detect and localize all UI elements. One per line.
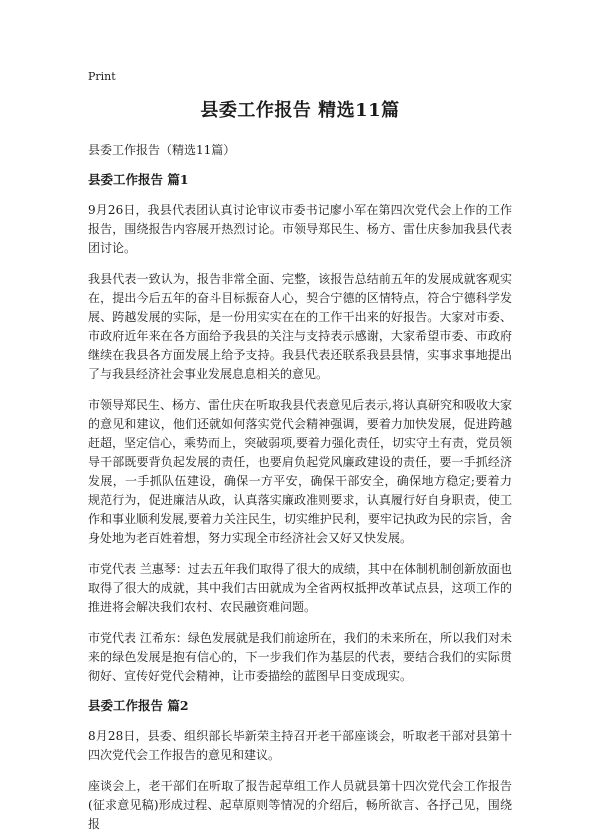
document-title: 县委工作报告 精选11篇	[200, 100, 400, 121]
paragraph: 市党代表 江希东：绿色发展就是我们前途所在，我们的未来所在，所以我们对未来的绿色发展是抱有信心的，下一步我们作为基层的代表，要结合我们的实际贯彻好、宣传好党代会精神，让市委描绘的蓝图早日变成现实。	[88, 631, 512, 683]
section-2	[88, 698, 512, 834]
paragraph: 我县代表一致认为，报告非常全面、完整，该报告总结前五年的发展成就客观实在，提出今后五年的奋斗目标振奋人心，契合宁德的区情特点，符合宁德科学发展、跨越发展的实际，是一份用实实在在的工作干出来的好报告。大家对市委、市政府近年来在各方面给予我县的关注与支持表示感谢，大家希望市委、市政府继续在我县各方面发展上给予支持。我县代表还联系我县县情，实事求事地提出了与我县经济社会事业发展息息相关的意见。	[88, 272, 512, 381]
section-1	[88, 172, 512, 686]
paragraph: 座谈会上，老干部们在听取了报告起草组工作人员就县第十四次党代会工作报告(征求意见稿)形成过程、起草原则等情况的介绍后，畅所欲言、各抒己见，围绕报	[88, 779, 512, 831]
section-heading: 县委工作报告 篇2	[88, 698, 189, 713]
paragraph: 8月28日，县委、组织部长毕新荣主持召开老干部座谈会，听取老干部对县第十四次党代会工作报告的意见和建议。	[88, 729, 512, 762]
paragraph: 市党代表 兰惠琴：过去五年我们取得了很大的成绩，其中在体制机制创新放面也取得了很大的成就，其中我们古田就成为全省两权抵押改革试点县，这项工作的推进将会解决我们农村、农民融资难问题。	[88, 562, 512, 614]
document-subtitle: 县委工作报告（精选11篇）	[88, 143, 236, 157]
print-label[interactable]: Print	[88, 70, 116, 83]
paragraph: 9月26日，我县代表团认真讨论审议市委书记廖小军在第四次党代会上作的工作报告，围绕报告内容展开热烈讨论。市领导郑民生、杨方、雷仕庆参加我县代表团讨论。	[88, 203, 512, 255]
paragraph: 市领导郑民生、杨方、雷仕庆在听取我县代表意见后表示,将认真研究和吸收大家的意见和建议，他们还就如何落实党代会精神强调，要着力加快发展，促进跨越赶超，坚定信心，乘势而上，突破弱项,要着力强化责任，切实守土有责，党员领导干部既要背负起发展的责任，也要肩负起党风廉政建设的责任，要一手抓经济发展，一手抓队伍建设，确保一方平安，确保干部安全，确保地方稳定;要着力规范行为，促进廉洁从政，认真落实廉政准则要求，认真履行好自身职责，使工作和事业顺利发展,要着力关注民生，切实维护民利，要牢记执政为民的宗旨，舍身处地为老百姓着想，努力实现全市经济社会又好又快发展。	[88, 398, 512, 545]
section-heading: 县委工作报告 篇1	[88, 172, 189, 187]
